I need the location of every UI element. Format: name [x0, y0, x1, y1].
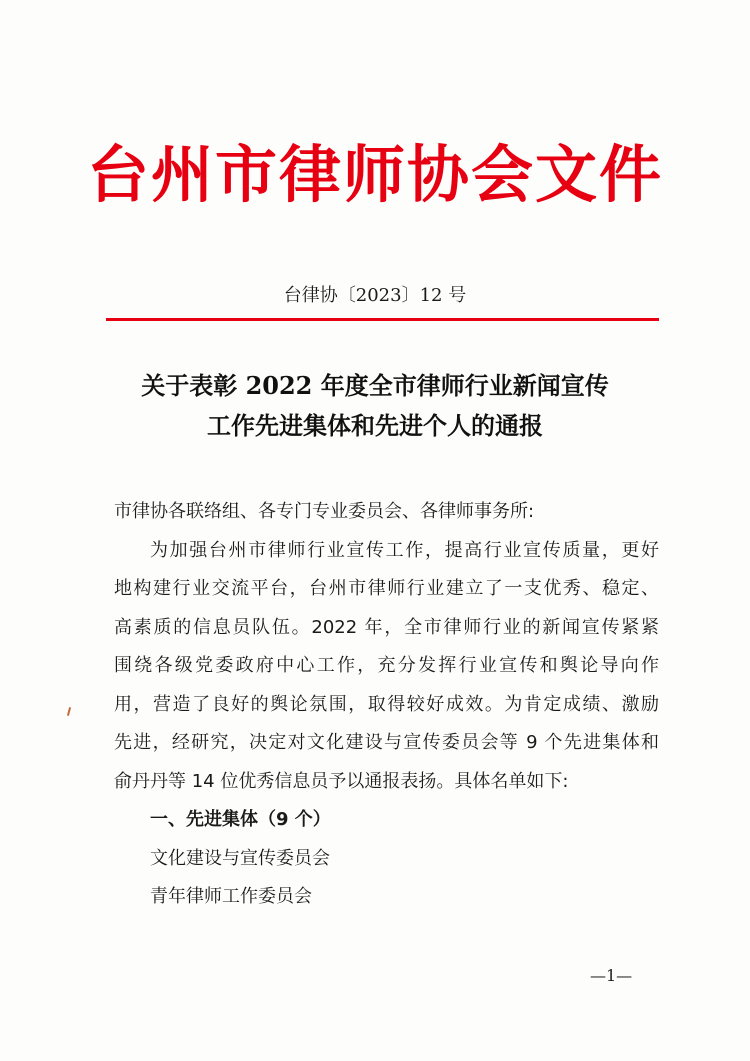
- paragraph-line: 为加强台州市律师行业宣传工作，提高行业宣传质量，更好: [150, 539, 659, 561]
- paragraph-line: 地构建行业交流平台，台州市律师行业建立了一支优秀、稳定、: [114, 578, 659, 599]
- paragraph-line: 俞丹丹等 14 位优秀信息员予以通报表扬。具体名单如下:: [114, 770, 569, 792]
- paragraph-line: 围绕各级党委政府中心工作，充分发挥行业宣传和舆论导向作: [114, 655, 659, 676]
- main-paragraph: [114, 532, 659, 802]
- notice-title-line-2: 工作先进集体和先进个人的通报: [207, 411, 543, 440]
- document-body: [114, 493, 659, 917]
- page-number: —1—: [590, 966, 633, 985]
- paragraph-line: 用，营造了良好的舆论氛围，取得较好成效。为肯定成绩、激励: [114, 693, 659, 715]
- paragraph-line: 先进，经研究，决定对文化建设与宣传委员会等 9 个先进集体和: [114, 732, 659, 753]
- document-number: 台律协〔2023〕12 号: [283, 285, 467, 306]
- notice-title: [0, 366, 750, 446]
- list-item: 青年律师工作委员会: [150, 886, 312, 907]
- salutation: 市律协各联络组、各专门专业委员会、各律师事务所:: [114, 501, 535, 522]
- red-divider-line: [106, 318, 659, 321]
- scan-speck-mark: [67, 707, 71, 716]
- list-item: 文化建设与宣传委员会: [150, 847, 330, 869]
- letterhead-title: 台州市律师协会文件: [86, 138, 663, 211]
- notice-title-line-1: 关于表彰 2022 年度全市律师行业新闻宣传: [141, 371, 609, 400]
- paragraph-line: 高素质的信息员队伍。2022 年，全市律师行业的新闻宣传紧紧: [114, 616, 659, 638]
- section-heading-advanced-collectives: 一、先进集体（9 个）: [150, 809, 331, 830]
